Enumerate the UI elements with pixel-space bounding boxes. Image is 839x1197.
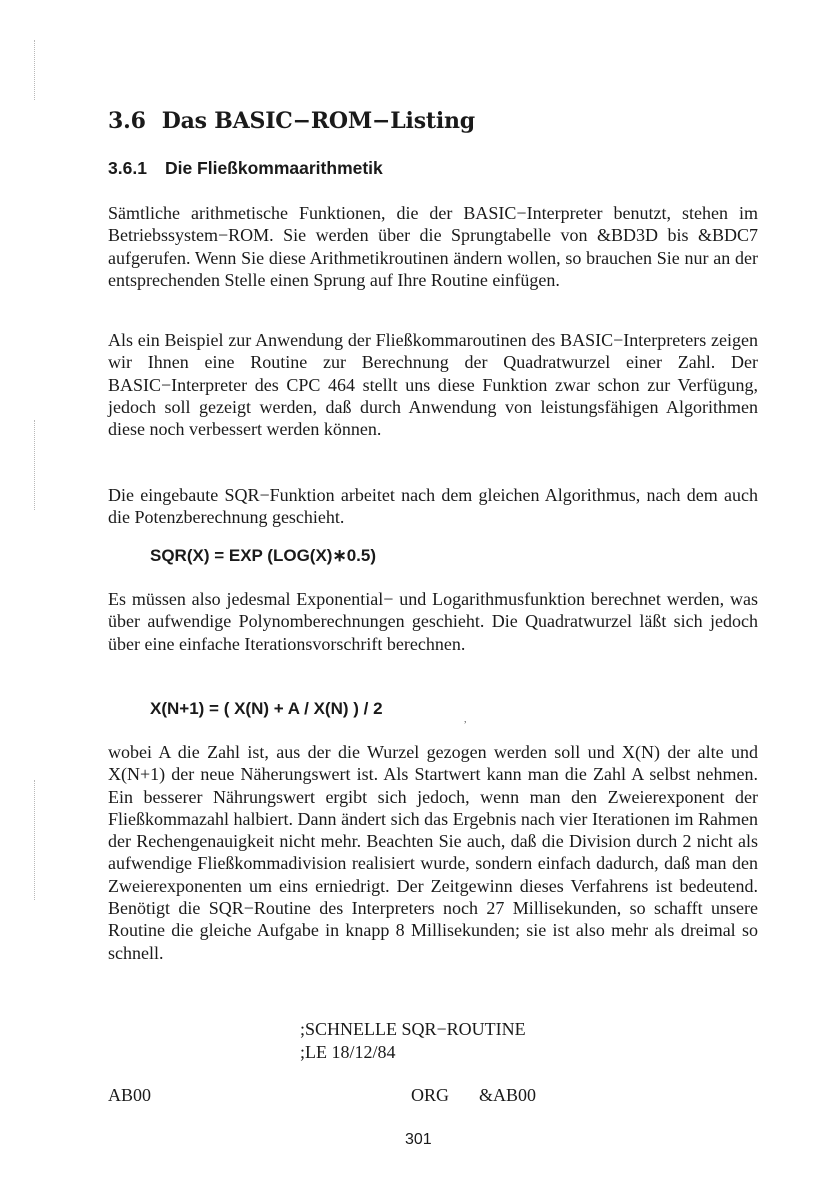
code-comment: ;LE 18/12/84 xyxy=(300,1042,396,1062)
page-number: 301 xyxy=(405,1131,432,1148)
paragraph: wobei A die Zahl ist, aus der die Wurzel gezogen werden soll und X(N) der alte und X(N+1) der neue Näherungswert ist. Als Startwert kann man die Zahl A selbst nehmen. Ein besserer Nährungswert ergibt sich jedoch, wenn man den Zweierexponent der Fließkommazahl halbiert. Dann ändert sich das Ergebnis nach vier Iterationen im Rahmen der Rechengenauigkeit nicht mehr. Beachten Sie auch, daß die Division durch 2 nicht als aufwendige Fließkommadivision realisiert wurde, sondern einfach dadurch, daß man den Zweierexponenten um eins erniedrigt. Der Zeitgewinn dieses Verfahrens ist bedeutend. Benötigt die SQR−Routine des Interpreters noch 27 Millisekunden, so schafft unsere Routine die gleiche Aufgabe in knapp 8 Millisekunden; sie ist also mehr als dreimal so schnell. xyxy=(108,742,758,963)
paragraph: Als ein Beispiel zur Anwendung der Fließkommaroutinen des BASIC−Interpreters zeigen wir Ihnen eine Routine zur Berechnung der Quadratwurzel einer Zahl. Der BASIC−Interpreter des CPC 464 stellt uns diese Funktion zwar schon zur Verfügung, jedoch soll gezeigt werden, daß durch Anwendung von leistungsfähigen Algorithmen diese noch verbessert werden können. xyxy=(108,330,758,440)
paragraph: Es müssen also jedesmal Exponential− und Logarithmusfunktion berechnet werden, was über aufwendige Polynomberechnungen geschieht. Die Quadratwurzel läßt sich jedoch über eine einfache Iterationsvorschrift berechnen. xyxy=(108,589,758,654)
code-comment: ;SCHNELLE SQR−ROUTINE xyxy=(300,1019,526,1039)
section-heading xyxy=(108,108,475,134)
scan-edge-marks xyxy=(34,780,37,900)
paragraph: Sämtliche arithmetische Funktionen, die der BASIC−Interpreter benutzt, stehen im Betriebssystem−ROM. Sie werden über die Sprungtabelle von &BD3D bis &BDC7 aufgerufen. Wenn Sie diese Arithmetikroutinen ändern wollen, so brauchen Sie nur an der entsprechenden Stelle einen Sprung auf Ihre Routine einfügen. xyxy=(108,203,758,290)
paragraph: Die eingebaute SQR−Funktion arbeitet nach dem gleichen Algorithmus, nach dem auch die Potenzberechnung geschieht. xyxy=(108,485,758,528)
formula-iteration: X(N+1) = ( X(N) + A / X(N) ) / 2 xyxy=(150,699,383,718)
section-number: 3.6 xyxy=(108,108,146,134)
code-address: AB00 xyxy=(108,1085,152,1105)
code-mnemonic: ORG xyxy=(411,1085,450,1105)
subsection-title: Die Fließkommaarithmetik xyxy=(164,158,383,178)
scan-edge-marks xyxy=(34,40,37,100)
scan-edge-marks xyxy=(34,420,37,510)
scan-speck: , xyxy=(464,714,467,725)
formula-sqr: SQR(X) = EXP (LOG(X)∗0.5) xyxy=(150,546,376,565)
subsection-number: 3.6.1 xyxy=(108,158,147,178)
code-operand: &AB00 xyxy=(479,1085,537,1105)
section-title: Das BASIC−ROM−Listing xyxy=(161,108,475,134)
subsection-heading xyxy=(108,158,383,179)
